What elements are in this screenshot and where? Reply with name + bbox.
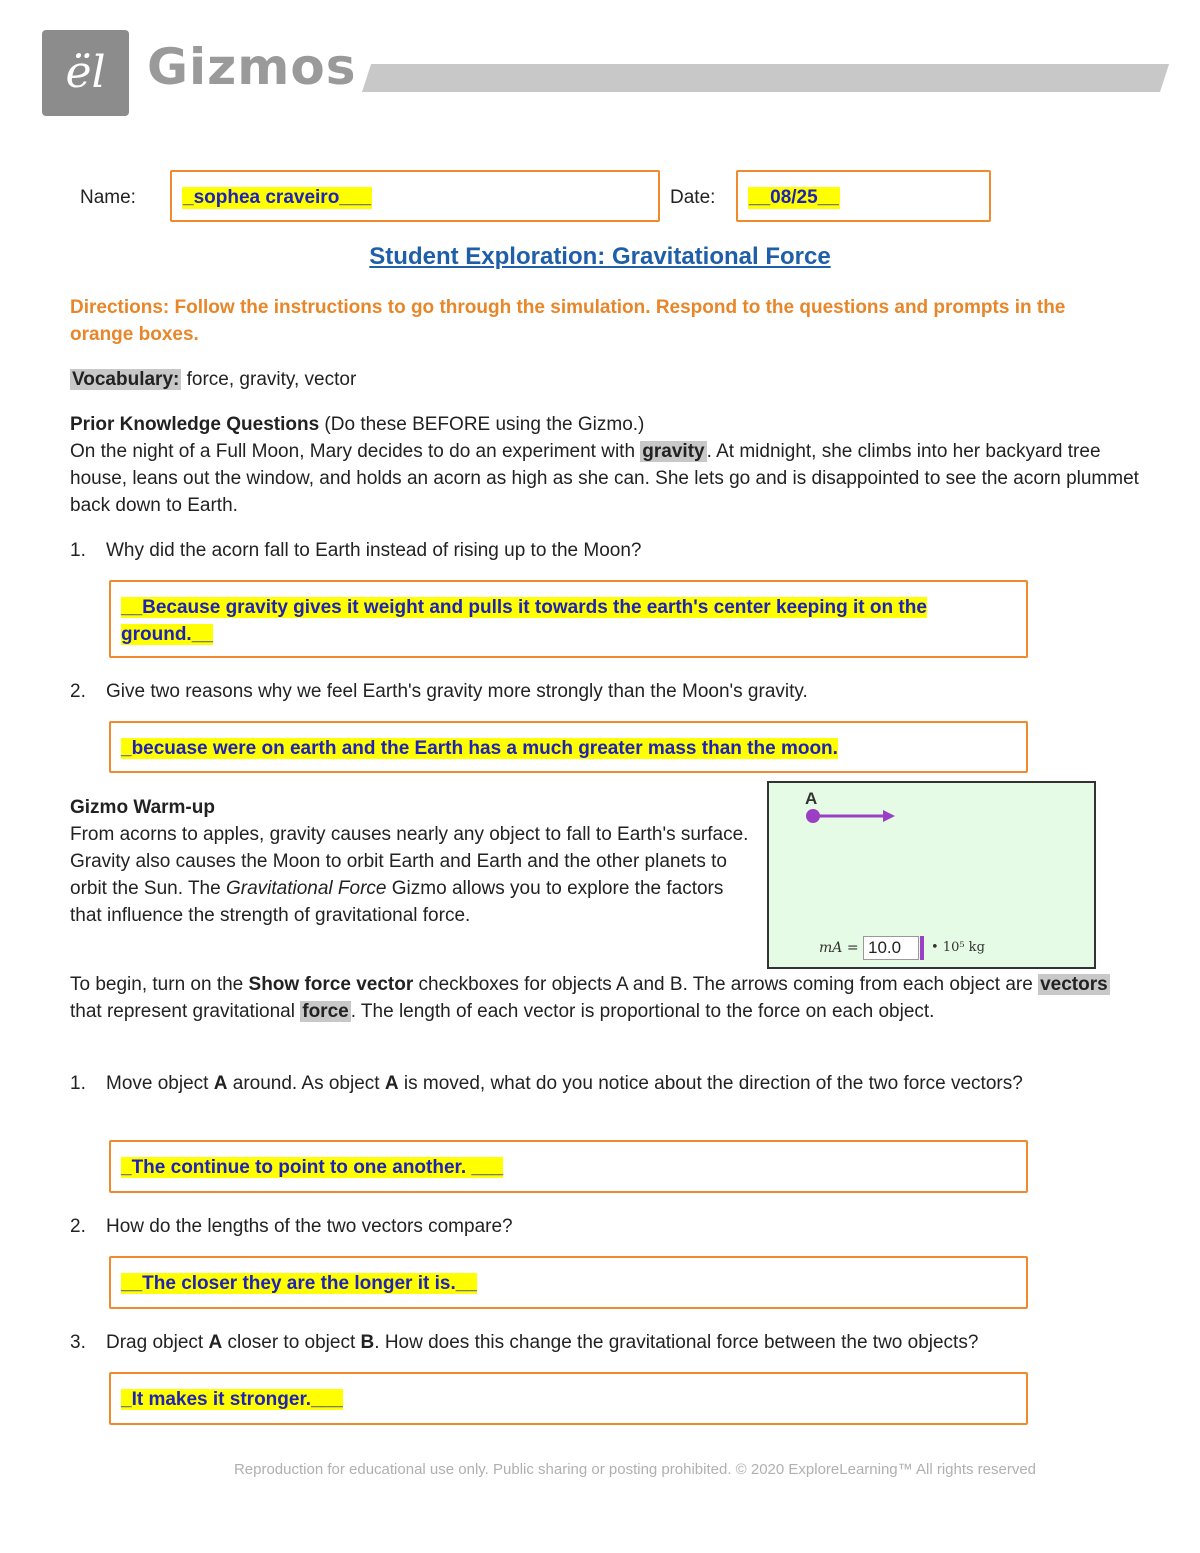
brand-name: Gizmos xyxy=(147,38,357,96)
answer-text: _It makes it stronger.___ xyxy=(121,1389,343,1410)
instruction-text: . The length of each vector is proportional to the force on each object. xyxy=(350,1001,935,1022)
vocab-force: force xyxy=(302,1001,349,1022)
directions: Directions: Follow the instructions to go through the simulation. Respond to the questions and prompts in the orange boxes. xyxy=(70,297,1066,345)
header-bar xyxy=(362,64,1169,92)
date-field[interactable] xyxy=(736,170,991,222)
question-text: Why did the acorn fall to Earth instead of rising up to the Moon? xyxy=(106,540,642,561)
warmup-text: From acorns to apples, gravity causes nearly any object to fall to Earth's surface. Gravity also causes the Moon to orbit Earth and Earth and the other planets to orbit the Sun. The xyxy=(70,824,749,899)
date-label: Date: xyxy=(670,187,716,208)
name-label: Name: xyxy=(80,187,136,208)
question-number: 2. xyxy=(70,1216,86,1237)
object-a-label: A xyxy=(805,789,818,808)
answer-box-prior-1[interactable] xyxy=(109,580,1028,658)
mass-label: mA = xyxy=(819,940,859,956)
question-text: Move object A around. As object A is moved, what do you notice about the direction of the two force vectors? xyxy=(106,1073,1023,1094)
object-a xyxy=(806,809,820,823)
answer-text: _The continue to point to one another. ___ xyxy=(121,1157,504,1178)
date-value: __08/25__ xyxy=(749,187,839,208)
answer-text: __The closer they are the longer it is.__ xyxy=(121,1273,477,1294)
prior-text-cont: . At midnight, she climbs into her backyard tree house, leans out the window, and holds an acorn as high as she can. She lets go and is disappointed to see the acorn plummet back down to Earth. xyxy=(70,441,1139,516)
name-date-row xyxy=(0,170,1200,222)
page-header xyxy=(42,30,1162,118)
prior-heading-note: (Do these BEFORE using the Gizmo.) xyxy=(319,414,645,435)
vocabulary-terms: force, gravity, vector xyxy=(181,369,357,390)
instruction-text: that represent gravitational xyxy=(70,1001,301,1022)
gizmo-screenshot xyxy=(767,781,1096,969)
mass-input: 10.0 xyxy=(863,936,919,960)
show-force-vector-label: Show force vector xyxy=(248,974,414,995)
arrow-head xyxy=(883,810,895,822)
instruction-text: checkboxes for objects A and B. The arrows coming from each object are xyxy=(413,974,1039,995)
answer-box-warmup-2[interactable] xyxy=(109,1256,1028,1309)
prior-heading: Prior Knowledge Questions xyxy=(70,414,320,435)
warmup-instructions xyxy=(70,971,1140,1025)
name-value: _sophea craveiro___ xyxy=(183,187,372,208)
answer-box-prior-2[interactable] xyxy=(109,721,1028,773)
answer-box-warmup-1[interactable] xyxy=(109,1140,1028,1193)
question-number: 1. xyxy=(70,540,86,561)
warmup-intro xyxy=(70,794,750,929)
question-text: Give two reasons why we feel Earth's gravity more strongly than the Moon's gravity. xyxy=(106,681,808,702)
name-field[interactable] xyxy=(170,170,660,222)
vocab-gravity: gravity xyxy=(642,441,705,462)
page-title: Student Exploration: Gravitational Force xyxy=(369,243,831,270)
footer-copyright: Reproduction for educational use only. Public sharing or posting prohibited. © 2020 ExploreLearning™ All rights reserved xyxy=(233,1461,1037,1478)
explorelearning-logo: ël xyxy=(42,30,129,116)
instruction-text: To begin, turn on the xyxy=(70,974,249,995)
question-text: Drag object A closer to object B. How does this change the gravitational force between the two objects? xyxy=(106,1332,979,1353)
vocab-vectors: vectors xyxy=(1040,974,1108,995)
answer-text: __Because gravity gives it weight and pulls it towards the earth's center keeping it on the ground.__ xyxy=(121,597,927,645)
answer-box-warmup-3[interactable] xyxy=(109,1372,1028,1425)
question-number: 1. xyxy=(70,1073,86,1094)
warmup-heading: Gizmo Warm-up xyxy=(70,797,215,818)
vocabulary-label: Vocabulary: xyxy=(72,369,180,390)
question-number: 3. xyxy=(70,1332,86,1353)
gizmo-name: Gravitational Force xyxy=(225,878,387,899)
mass-unit: • 10⁵ kg xyxy=(931,940,985,955)
slider-handle xyxy=(920,936,924,960)
prior-knowledge-section xyxy=(70,411,1140,519)
warmup-text-cont: Gizmo allows you to explore the factors that influence the strength of gravitational force. xyxy=(70,878,724,926)
prior-text: On the night of a Full Moon, Mary decides to do an experiment with xyxy=(70,441,641,462)
vocabulary xyxy=(70,366,1140,393)
question-number: 2. xyxy=(70,681,86,702)
question-text: How do the lengths of the two vectors compare? xyxy=(106,1216,513,1237)
answer-text: _becuase were on earth and the Earth has a much greater mass than the moon. xyxy=(121,738,838,759)
